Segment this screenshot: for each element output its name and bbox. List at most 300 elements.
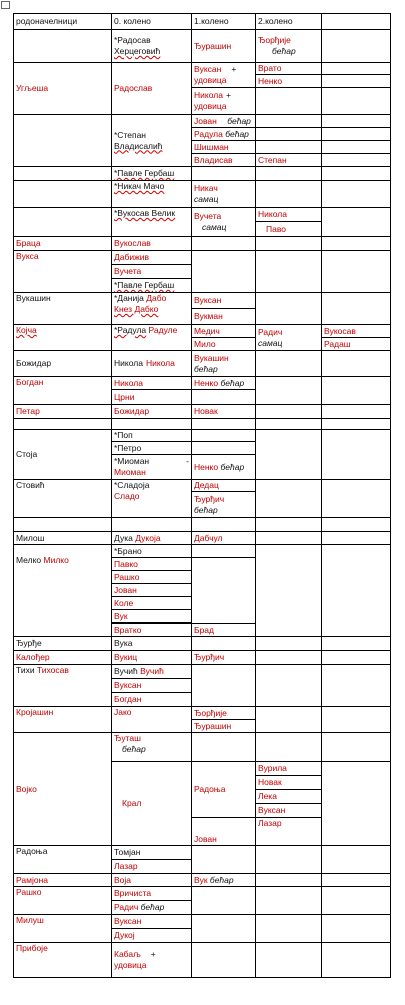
table-cell	[192, 915, 256, 943]
table-row	[14, 545, 391, 558]
cell-text: Јако	[114, 707, 132, 717]
cell-text: Дукој	[114, 930, 135, 940]
table-cell	[112, 860, 192, 874]
cell-text: +	[231, 64, 237, 74]
table-row	[14, 874, 391, 887]
cell-text: Воја	[114, 874, 132, 885]
cell-text: Ђорђије	[258, 35, 291, 45]
table-cell	[322, 665, 391, 707]
table-cell	[256, 545, 322, 637]
table-cell	[256, 88, 322, 115]
header-cell: 0. колено	[112, 14, 192, 30]
table-cell	[14, 518, 112, 532]
table-cell	[192, 651, 256, 665]
table-cell	[322, 30, 391, 63]
table-cell	[256, 167, 322, 181]
table-cell	[112, 237, 192, 251]
table-cell	[192, 532, 256, 545]
cell-text: Вукашин	[194, 352, 229, 363]
table-cell	[256, 665, 322, 707]
table-cell	[112, 707, 192, 733]
table-cell	[322, 115, 391, 128]
table-cell	[14, 637, 112, 651]
cell-text: Јован	[194, 834, 217, 844]
table-row	[14, 480, 391, 492]
cell-text: Божидар	[16, 358, 52, 368]
table-cell	[322, 915, 391, 943]
table-cell	[256, 915, 322, 943]
cell-text: Стовић	[16, 480, 45, 490]
cell-text: *Сладоја	[114, 480, 150, 490]
table-cell	[14, 915, 112, 943]
table-cell	[192, 237, 256, 251]
table-cell	[112, 610, 192, 623]
cell-text: Вук	[114, 610, 128, 621]
table-cell	[192, 351, 256, 377]
cell-text: Вукиц	[114, 652, 138, 662]
table-cell	[192, 637, 256, 651]
table-cell	[322, 63, 391, 75]
table-cell	[112, 571, 192, 584]
cell-text: удовица	[114, 960, 147, 970]
table-cell	[112, 874, 192, 887]
table-cell	[112, 518, 192, 532]
table-cell	[112, 405, 192, 419]
table-cell	[256, 776, 322, 790]
cell-text: удовица	[194, 101, 227, 111]
table-cell	[112, 665, 192, 679]
table-cell	[322, 208, 391, 237]
table-cell	[256, 251, 322, 293]
cell-text: Вукман	[194, 311, 223, 321]
table-cell	[112, 679, 192, 693]
cell-text: Угљеша	[16, 83, 49, 93]
table-cell	[14, 181, 112, 208]
cell-text: Божидар	[114, 406, 150, 416]
table-cell	[322, 351, 391, 377]
table-cell	[112, 167, 192, 181]
cell-text: Павко	[114, 558, 138, 569]
table-cell	[14, 115, 112, 167]
table-cell	[192, 154, 256, 167]
table-cell	[322, 75, 391, 88]
table-cell	[14, 651, 112, 665]
table-cell	[112, 251, 192, 265]
table-cell	[112, 115, 192, 167]
table-cell	[256, 75, 322, 88]
table-cell	[112, 293, 192, 325]
table-cell	[256, 377, 322, 405]
table-cell	[192, 377, 256, 390]
table-cell	[256, 141, 322, 154]
table-cell	[322, 545, 391, 637]
cell-text: Радич	[114, 902, 139, 912]
table-cell	[256, 818, 322, 846]
cell-text: Ненко	[194, 461, 219, 472]
cell-text: Никола	[114, 377, 143, 388]
table-row	[14, 325, 391, 338]
cell-text: Којча	[16, 325, 37, 335]
table-cell	[14, 943, 112, 978]
table-cell	[192, 442, 256, 455]
cell-text: Никола	[145, 358, 175, 368]
cell-text: Милуш	[16, 915, 44, 925]
cell-text: Херцеговић	[114, 46, 161, 56]
table-row	[14, 181, 391, 208]
cell-text: *Миоман	[114, 456, 150, 466]
table-cell	[256, 804, 322, 818]
table-cell	[112, 733, 192, 762]
table-cell	[256, 63, 322, 75]
cell-text: Тихи	[16, 665, 35, 675]
table-cell	[14, 707, 112, 733]
table-cell	[192, 115, 256, 128]
cell-text: Врато	[258, 63, 282, 73]
cell-text: бећар	[140, 902, 165, 912]
table-cell	[112, 597, 192, 610]
cell-text: *Брано	[114, 545, 142, 556]
cell-text: Радуле	[148, 325, 178, 335]
table-row	[14, 637, 391, 651]
cell-text: Радич	[258, 326, 283, 337]
table-cell	[112, 419, 192, 430]
table-cell	[112, 915, 192, 929]
cell-text: *Вукосав Велик	[114, 208, 176, 218]
table-cell	[112, 390, 192, 405]
cell-text: Рашко	[114, 571, 140, 582]
cell-text: *Степан	[114, 129, 146, 140]
cell-text: Калођер	[16, 652, 50, 662]
table-cell	[112, 929, 192, 943]
cell-text: Брад	[194, 624, 214, 635]
table-cell	[256, 651, 322, 665]
table-cell	[14, 237, 112, 251]
table-cell	[14, 480, 112, 518]
cell-text: Милош	[16, 532, 45, 543]
table-cell	[112, 846, 192, 860]
table-cell	[192, 30, 256, 63]
table-cell	[256, 733, 322, 762]
table-cell	[192, 624, 256, 637]
table-cell	[322, 237, 391, 251]
table-cell	[14, 208, 112, 237]
cell-text: Паво	[266, 223, 286, 234]
table-cell	[192, 943, 256, 978]
table-cell	[192, 325, 256, 338]
cell-text: Радоња	[16, 846, 48, 856]
table-cell	[322, 419, 391, 430]
cell-text: *Радосав	[114, 35, 151, 45]
cell-text: Дабчул	[194, 532, 223, 543]
table-cell	[112, 455, 192, 480]
cell-text: Вричиста	[114, 888, 152, 898]
cell-text: бећар	[194, 363, 218, 374]
table-cell	[322, 518, 391, 532]
cell-text: Вукса	[16, 251, 39, 261]
cell-text: Лазар	[114, 861, 138, 871]
table-row	[14, 63, 391, 75]
table-cell	[192, 293, 256, 309]
table-cell	[112, 63, 192, 115]
cell-text: +	[150, 949, 156, 959]
cell-text: Дукоја	[135, 532, 161, 543]
table-cell	[14, 167, 112, 181]
cell-text: Вукашин	[16, 293, 51, 303]
cell-text: Јован	[194, 115, 217, 126]
table-cell	[192, 720, 256, 733]
table-cell	[322, 88, 391, 115]
table-row	[14, 167, 391, 181]
cell-text: Стоја	[16, 449, 38, 459]
table-cell	[112, 651, 192, 665]
cell-text: Кабаљ	[114, 949, 141, 959]
table-cell	[256, 128, 322, 141]
table-cell	[256, 762, 322, 776]
cell-text: бећар	[220, 377, 245, 388]
table-cell	[192, 665, 256, 707]
cell-text: Вучета	[194, 211, 222, 221]
table-cell	[14, 325, 112, 351]
cell-text: Никола	[114, 358, 143, 368]
table-cell	[112, 558, 192, 571]
table-cell	[322, 733, 391, 762]
cell-text: Војко	[16, 783, 37, 794]
table-cell	[112, 442, 192, 455]
table-cell	[14, 733, 112, 846]
table-cell	[112, 480, 192, 518]
cell-text: *Данија	[114, 293, 144, 303]
genealogy-table	[13, 13, 391, 978]
table-cell	[192, 419, 256, 430]
table-cell	[112, 887, 192, 901]
table-cell	[112, 545, 192, 558]
table-cell	[256, 237, 322, 251]
cell-text: Вучић	[114, 666, 138, 676]
table-cell	[322, 154, 391, 167]
cell-text: бећар	[209, 874, 234, 885]
table-cell	[14, 545, 112, 637]
table-row	[14, 419, 391, 430]
table-row	[14, 887, 391, 901]
table-cell	[112, 325, 192, 351]
table-cell	[192, 309, 256, 325]
table-cell	[322, 480, 391, 518]
cell-text: Медич	[194, 325, 220, 336]
table-cell	[112, 943, 192, 978]
cell-text: Ђурашин	[194, 40, 232, 51]
table-cell	[256, 222, 322, 237]
table-cell	[14, 430, 112, 480]
cell-text: Кројашин	[16, 707, 54, 717]
cell-text: бећар	[194, 504, 218, 515]
cell-text: Никач	[194, 183, 218, 193]
table-cell	[322, 430, 391, 480]
table-cell	[14, 532, 112, 545]
table-cell	[192, 455, 256, 480]
cell-text: Ђуташ	[114, 733, 141, 743]
table-cell	[322, 405, 391, 419]
table-row	[14, 293, 391, 309]
table-cell	[322, 637, 391, 651]
table-row	[14, 707, 391, 720]
table-cell	[256, 351, 322, 377]
cell-text: Радоња	[194, 784, 226, 794]
table-cell	[192, 63, 256, 88]
table-cell	[192, 390, 256, 405]
table-cell	[112, 351, 192, 377]
cell-text: Вука	[114, 638, 133, 648]
cell-text: *Поп	[114, 430, 133, 440]
cell-text: Дабо	[146, 293, 167, 303]
table-cell	[192, 874, 256, 887]
table-cell	[256, 405, 322, 419]
cell-text: Богдан	[114, 694, 142, 704]
table-cell	[256, 419, 322, 430]
table-cell	[112, 377, 192, 390]
table-cell	[192, 405, 256, 419]
cell-text: Јован	[114, 584, 137, 595]
cell-text: Ђурђе	[16, 638, 42, 648]
cell-text: Владисалић	[114, 140, 163, 151]
table-cell	[256, 30, 322, 63]
table-cell	[322, 338, 391, 351]
cell-text: бећар	[225, 128, 249, 139]
table-cell	[112, 901, 192, 915]
cell-text: *Радула	[114, 325, 147, 335]
cell-text: Дука	[114, 532, 133, 543]
cell-text: Вуксан	[258, 805, 286, 815]
cell-text: самац	[258, 337, 283, 348]
cell-text: Ненко	[258, 75, 283, 86]
table-cell	[192, 846, 256, 874]
table-cell	[322, 128, 391, 141]
table-cell	[14, 846, 112, 874]
table-cell	[322, 651, 391, 665]
cell-text: Коле	[114, 597, 134, 608]
cell-text: Владисав	[194, 154, 233, 165]
cell-text: Никола	[194, 90, 223, 100]
table-cell	[256, 943, 322, 978]
cell-text: Богдан	[16, 377, 44, 387]
table-row	[14, 351, 391, 377]
cell-text: Сладо	[114, 491, 140, 501]
table-cell	[192, 208, 256, 237]
table-cell	[192, 88, 256, 115]
cell-text: Вукослав	[114, 238, 151, 248]
cell-text: Радослав	[114, 83, 153, 93]
cell-text: *Павле Гербаш	[114, 280, 175, 290]
table-row	[14, 237, 391, 251]
cell-text: Вуксан	[114, 680, 142, 690]
table-row	[14, 532, 391, 545]
table-cell	[256, 181, 322, 208]
cell-text: бећар	[220, 461, 245, 472]
table-row	[14, 208, 391, 222]
table-cell	[322, 167, 391, 181]
table-cell	[192, 733, 256, 762]
table-cell	[192, 480, 256, 492]
table-cell	[322, 874, 391, 887]
table-cell	[322, 293, 391, 325]
table-cell	[14, 377, 112, 405]
cell-text: -	[186, 456, 189, 466]
table-cell	[256, 707, 322, 733]
cell-text: Ненко	[194, 377, 219, 388]
cell-text: Миоман	[114, 467, 146, 477]
cell-text: Вукосав	[324, 325, 356, 336]
table-cell	[322, 532, 391, 545]
table-cell	[192, 338, 256, 351]
cell-text: Црни	[114, 391, 135, 402]
cell-text: Кнез Дабко	[114, 304, 159, 314]
table-row	[14, 846, 391, 860]
table-cell	[14, 293, 112, 325]
cell-text: Степан	[258, 154, 287, 165]
cell-text: Вучић	[140, 666, 164, 676]
table-cell	[192, 128, 256, 141]
table-cell	[256, 115, 322, 128]
cell-text: Прибоје	[16, 943, 48, 953]
table-cell	[256, 480, 322, 518]
table-cell	[322, 762, 391, 846]
cell-text: Петар	[16, 406, 40, 416]
cell-text: самац	[194, 194, 219, 204]
table-row	[14, 651, 391, 665]
table-cell	[112, 762, 192, 846]
table-cell	[192, 707, 256, 720]
cell-text: Вурила	[258, 763, 287, 773]
table-cell	[112, 532, 192, 545]
cell-text: Вуксан	[194, 64, 222, 74]
cell-text: Вук	[194, 874, 208, 885]
table-cell	[112, 265, 192, 279]
cell-text: Ђорђије	[194, 707, 227, 718]
cell-text: +	[225, 90, 231, 100]
table-cell	[14, 887, 112, 915]
table-cell	[112, 279, 192, 293]
table-cell	[256, 208, 322, 222]
table-cell	[192, 251, 256, 293]
table-cell	[192, 558, 256, 624]
table-cell	[192, 518, 256, 532]
table-cell	[256, 637, 322, 651]
table-cell	[192, 181, 256, 208]
cell-text: самац	[202, 222, 227, 232]
table-row	[14, 405, 391, 419]
table-cell	[14, 665, 112, 707]
table-cell	[192, 141, 256, 154]
cell-text: Крал	[122, 798, 142, 808]
table-cell	[256, 846, 322, 874]
header-cell: 2.колено	[256, 14, 322, 30]
cell-text: Шишман	[194, 141, 229, 152]
table-cell	[322, 141, 391, 154]
table-cell	[14, 63, 112, 115]
header-cell: 1.колено	[192, 14, 256, 30]
table-cell	[14, 251, 112, 293]
table-cell	[322, 181, 391, 208]
header-cell	[322, 14, 391, 30]
header-cell: родоначелници	[14, 14, 112, 30]
cell-text: Милко	[43, 554, 69, 565]
cell-text: Мелко	[16, 554, 42, 565]
table-cell	[192, 762, 256, 818]
table-cell	[322, 325, 391, 338]
table-cell	[14, 351, 112, 377]
table-cell	[192, 492, 256, 518]
table-cell	[112, 181, 192, 208]
cell-text: Ђурђич	[194, 652, 225, 662]
